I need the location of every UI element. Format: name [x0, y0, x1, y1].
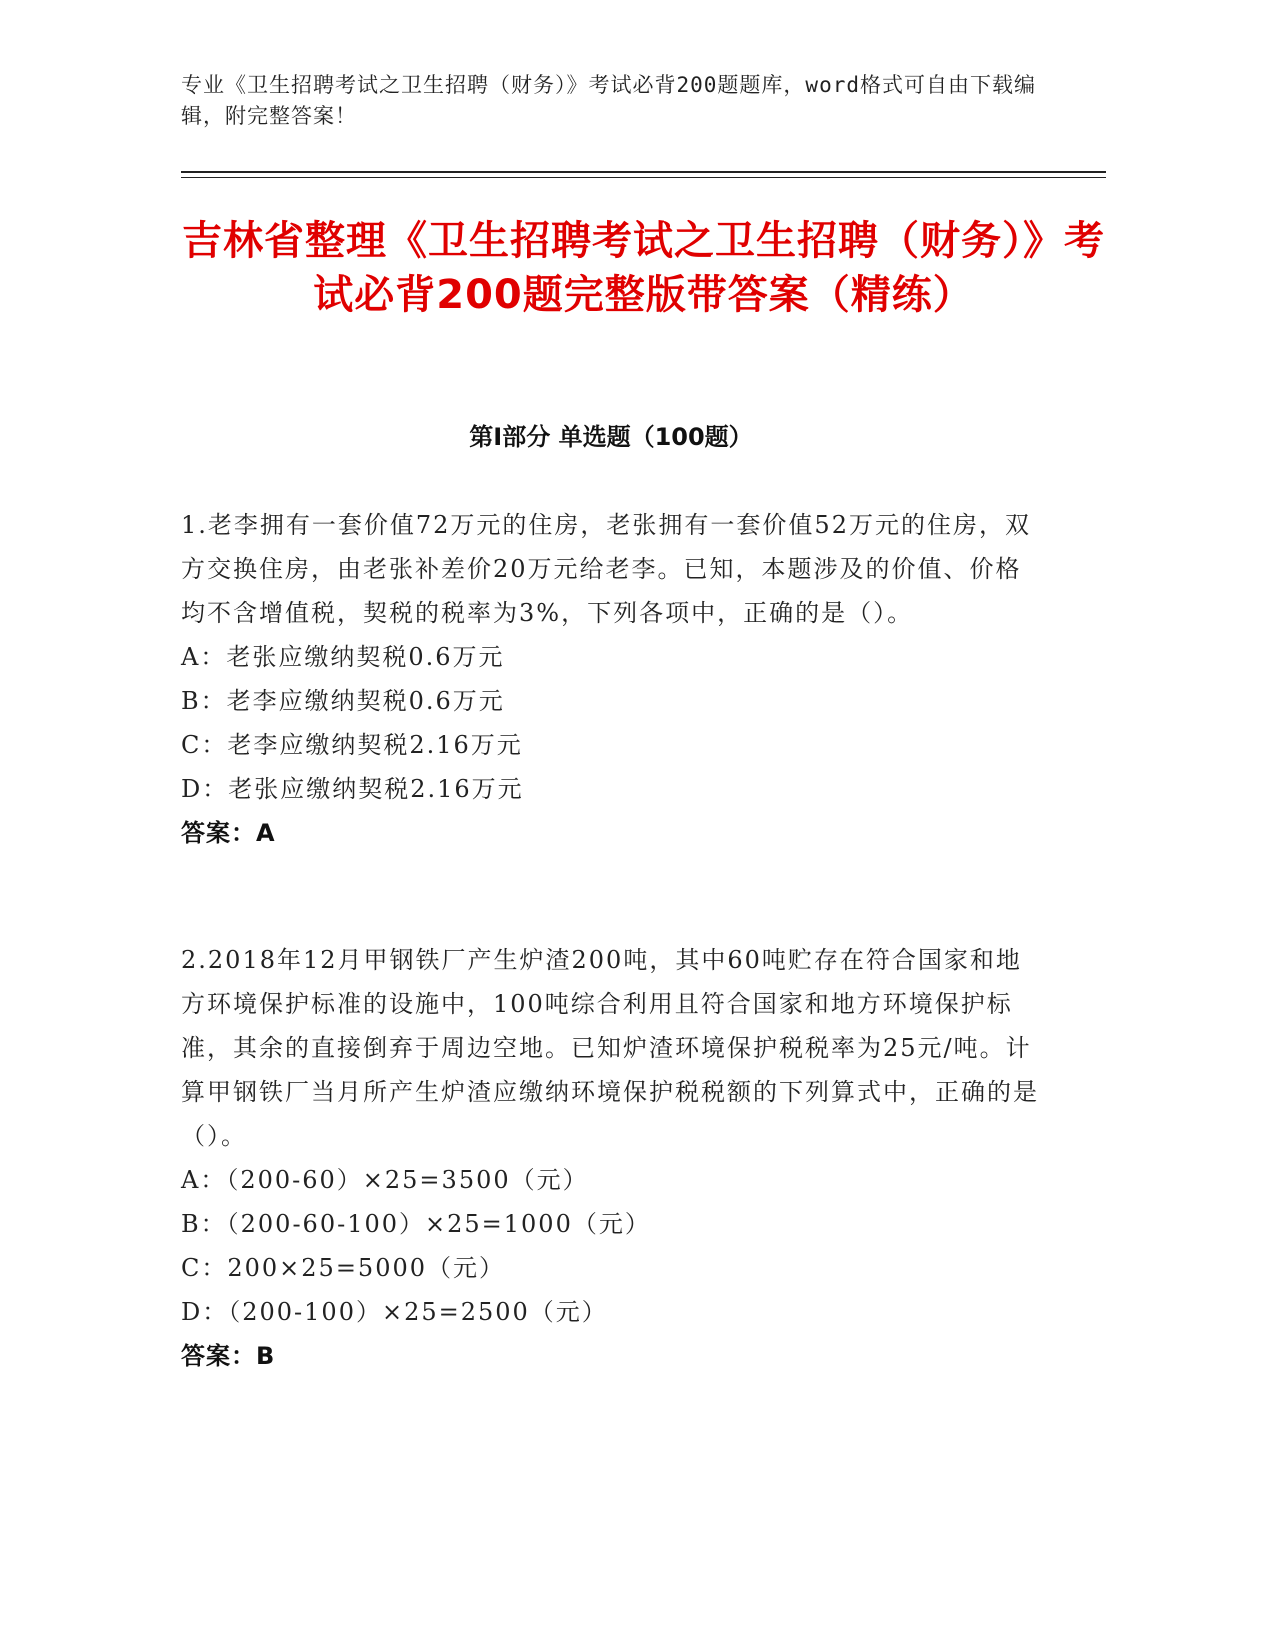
header-rule-thin: [181, 177, 1106, 178]
document-title: 吉林省整理《卫生招聘考试之卫生招聘（财务）》考试必背200题完整版带答案（精练）: [182, 218, 1105, 318]
question-stem: 1.老李拥有一套价值72万元的住房，老张拥有一套价值52万元的住房，双方交换住房，由老张补差价20万元给老李。已知，本题涉及的价值、价格均不含增值税，契税的税率为3%，下列各项中，正确的是（）。: [181, 511, 1031, 627]
option-b: B：老李应缴纳契税0.6万元: [181, 687, 505, 715]
option-a: A：（200-60）×25=3500（元）: [181, 1166, 589, 1194]
section-heading: 第I部分 单选题（100题）: [469, 423, 753, 451]
option-b: B：（200-60-100）×25=1000（元）: [181, 1210, 651, 1238]
option-c: C：200×25=5000（元）: [181, 1254, 506, 1282]
option-c: C：老李应缴纳契税2.16万元: [181, 731, 523, 759]
option-a: A：老张应缴纳契税0.6万元: [181, 643, 505, 671]
option-d: D：（200-100）×25=2500（元）: [181, 1298, 608, 1326]
answer: 答案：A: [181, 819, 276, 847]
question-stem: 2.2018年12月甲钢铁厂产生炉渣200吨，其中60吨贮存在符合国家和地方环境保护标准的设施中，100吨综合利用且符合国家和地方环境保护标准，其余的直接倒弃于周边空地。已知炉渣环境保护税税率为25元/吨。计算甲钢铁厂当月所产生炉渣应缴纳环境保护税税额的下列算式中，正确的是（）。: [181, 946, 1039, 1150]
answer: 答案：B: [181, 1342, 276, 1370]
header-rule-thick: [181, 171, 1106, 173]
header-note: 专业《卫生招聘考试之卫生招聘（财务）》考试必背200题题库，word格式可自由下载编辑，附完整答案！: [181, 73, 1036, 128]
option-d: D：老张应缴纳契税2.16万元: [181, 775, 524, 803]
question-1: [181, 503, 1041, 855]
question-2: [181, 938, 1041, 1378]
